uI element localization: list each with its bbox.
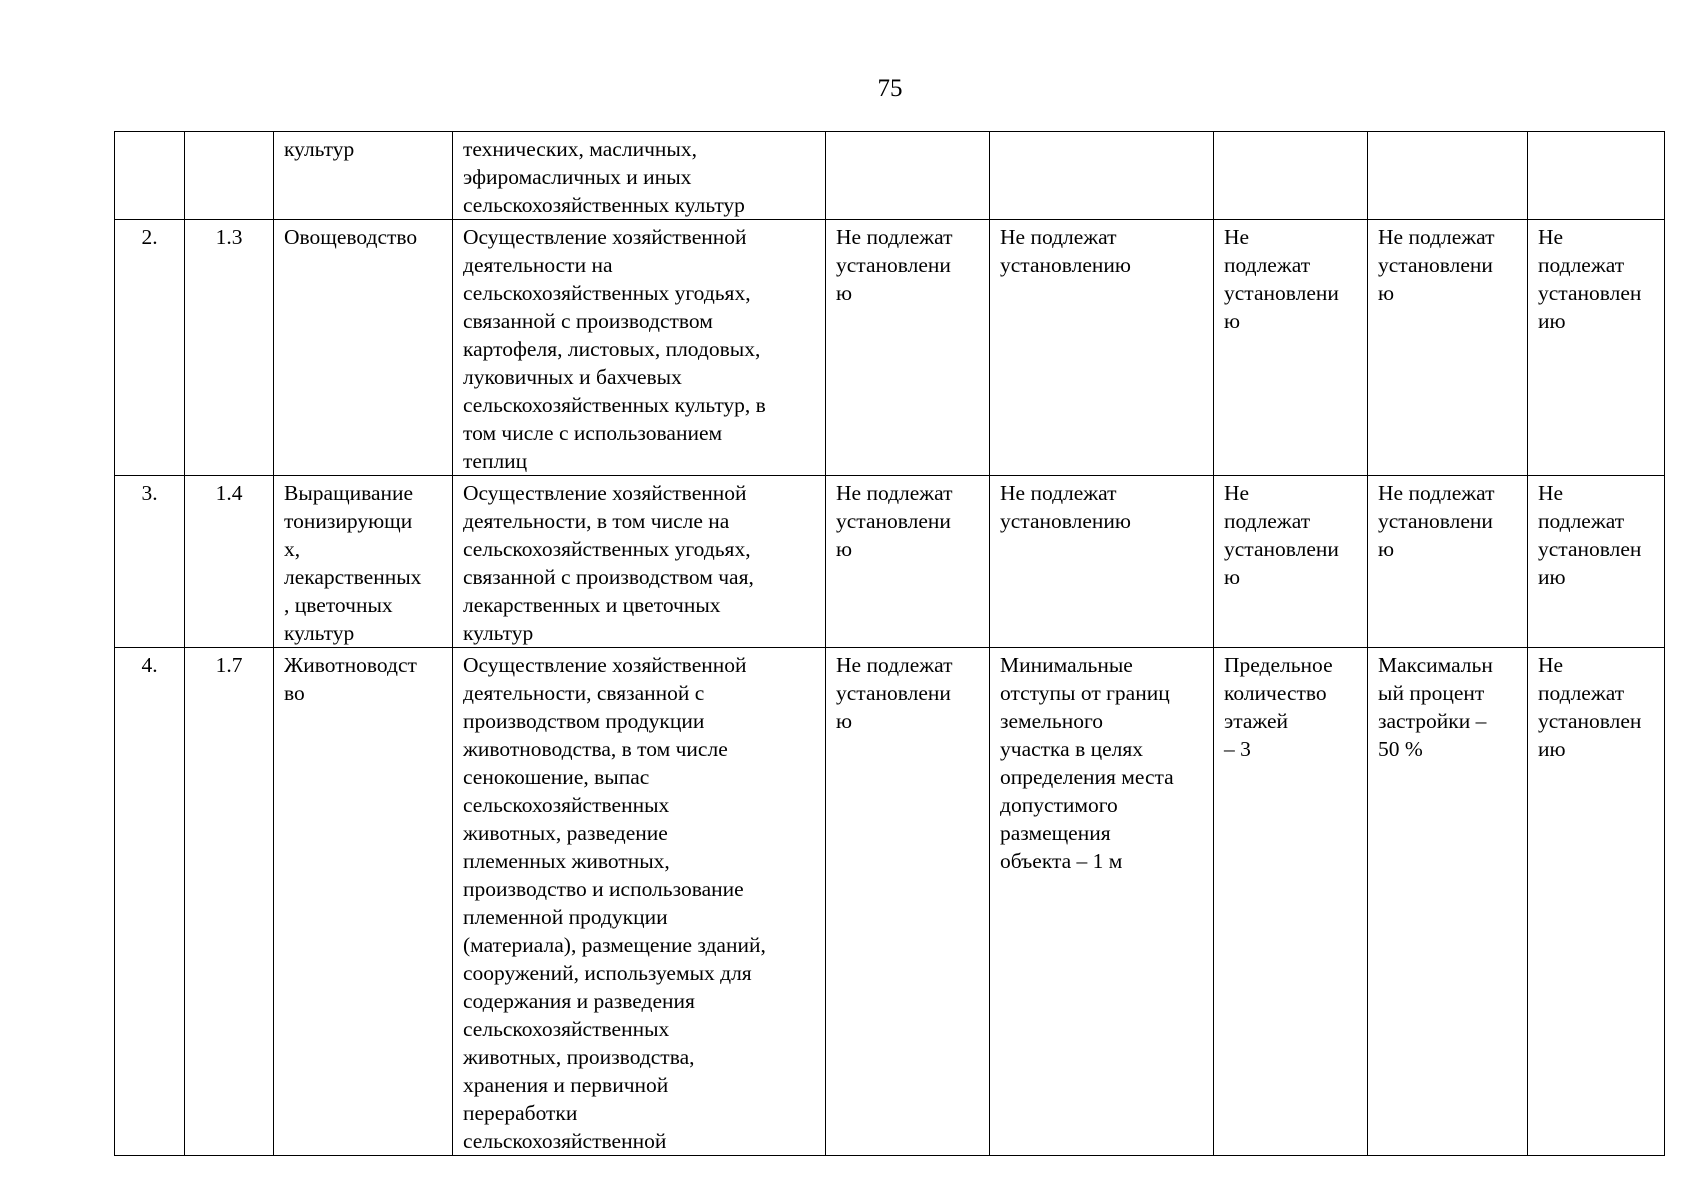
table-row (115, 648, 1665, 1156)
use-description: Осуществление хозяйственной деятельности на сельскохозяйственных угодьях, связанной с производством картофеля, листовых, плодовых, луковичных и бахчевых сельскохозяйственных культур, в том числе с использованием теплиц (463, 225, 766, 473)
parameter-value: Не подлежат установлени ю (1224, 481, 1339, 589)
use-name-cell (274, 220, 453, 476)
use-name-cell (274, 648, 453, 1156)
parameter-cell (1368, 132, 1528, 220)
row-number-cell (115, 476, 185, 648)
row-number: 4. (141, 653, 158, 677)
table-row (115, 476, 1665, 648)
parameter-cell (1368, 220, 1528, 476)
use-name: культур (284, 137, 355, 161)
parameter-value: Не подлежат установлени ю (836, 653, 953, 733)
use-description: Осуществление хозяйственной деятельности, связанной с производством продукции животноводства, в том числе сенокошение, выпас сельскохозяйственных животных, разведение племенных животных, производство и использование племенной продукции (материала), размещение зданий, сооружений, используемых для содержания и разведения сельскохозяйственных животных, производства, хранения и первичной переработки сельскохозяйственной (463, 653, 766, 1153)
parameter-cell (990, 476, 1214, 648)
table-row (115, 132, 1665, 220)
parameter-value: Не подлежат установлени ю (1378, 225, 1495, 305)
row-number: 2. (141, 225, 158, 249)
parameter-cell (1214, 648, 1368, 1156)
parameter-value: Не подлежат установлен ию (1538, 481, 1642, 589)
table-row (115, 220, 1665, 476)
parameter-value: Не подлежат установлению (1000, 481, 1131, 533)
use-code-cell (185, 132, 274, 220)
parameter-value: Не подлежат установлению (1000, 225, 1131, 277)
parameter-cell (1528, 220, 1665, 476)
parameter-value: Предельное количество этажей – 3 (1224, 653, 1333, 761)
parameter-cell (826, 132, 990, 220)
use-name: Животноводст во (284, 653, 417, 705)
parameter-value: Минимальные отступы от границ земельного участка в целях определения места допустимого размещения объекта – 1 м (1000, 653, 1174, 873)
use-description-cell (453, 648, 826, 1156)
use-code: 1.7 (215, 653, 243, 677)
use-code-cell (185, 648, 274, 1156)
use-code-cell (185, 220, 274, 476)
row-number: 3. (141, 481, 158, 505)
parameter-value: Не подлежат установлени ю (836, 225, 953, 305)
row-number-cell (115, 648, 185, 1156)
parameter-cell (990, 132, 1214, 220)
parameter-value: Максимальн ый процент застройки – 50 % (1378, 653, 1493, 761)
parameter-cell (1368, 648, 1528, 1156)
parameter-cell (1528, 648, 1665, 1156)
parameter-cell (1214, 220, 1368, 476)
use-description: технических, масличных, эфиромасличных и иных сельскохозяйственных культур (463, 137, 745, 217)
row-number-cell (115, 132, 185, 220)
parameter-value: Не подлежат установлени ю (836, 481, 953, 561)
use-description-cell (453, 220, 826, 476)
parameter-cell (826, 476, 990, 648)
parameter-value: Не подлежат установлени ю (1224, 225, 1339, 333)
parameter-value: Не подлежат установлен ию (1538, 225, 1642, 333)
parameter-cell (1214, 476, 1368, 648)
use-code-cell (185, 476, 274, 648)
use-description-cell (453, 132, 826, 220)
parameter-cell (1528, 132, 1665, 220)
parameter-value: Не подлежат установлени ю (1378, 481, 1495, 561)
parameter-cell (1528, 476, 1665, 648)
parameter-cell (826, 220, 990, 476)
use-name-cell (274, 476, 453, 648)
use-description-cell (453, 476, 826, 648)
parameter-cell (1368, 476, 1528, 648)
use-code: 1.4 (215, 481, 243, 505)
row-number-cell (115, 220, 185, 476)
parameter-cell (826, 648, 990, 1156)
use-name: Овощеводство (284, 225, 418, 249)
use-code: 1.3 (215, 225, 243, 249)
parameter-cell (990, 648, 1214, 1156)
parameter-value: Не подлежат установлен ию (1538, 653, 1642, 761)
use-name: Выращивание тонизирующи х, лекарственных , цветочных культур (284, 481, 422, 645)
parameter-cell (1214, 132, 1368, 220)
parameter-cell (990, 220, 1214, 476)
use-name-cell (274, 132, 453, 220)
page-number: 75 (877, 75, 903, 102)
use-description: Осуществление хозяйственной деятельности, в том числе на сельскохозяйственных угодьях, связанной с производством чая, лекарственных и цветочных культур (463, 481, 754, 645)
zoning-table (114, 131, 1665, 1156)
